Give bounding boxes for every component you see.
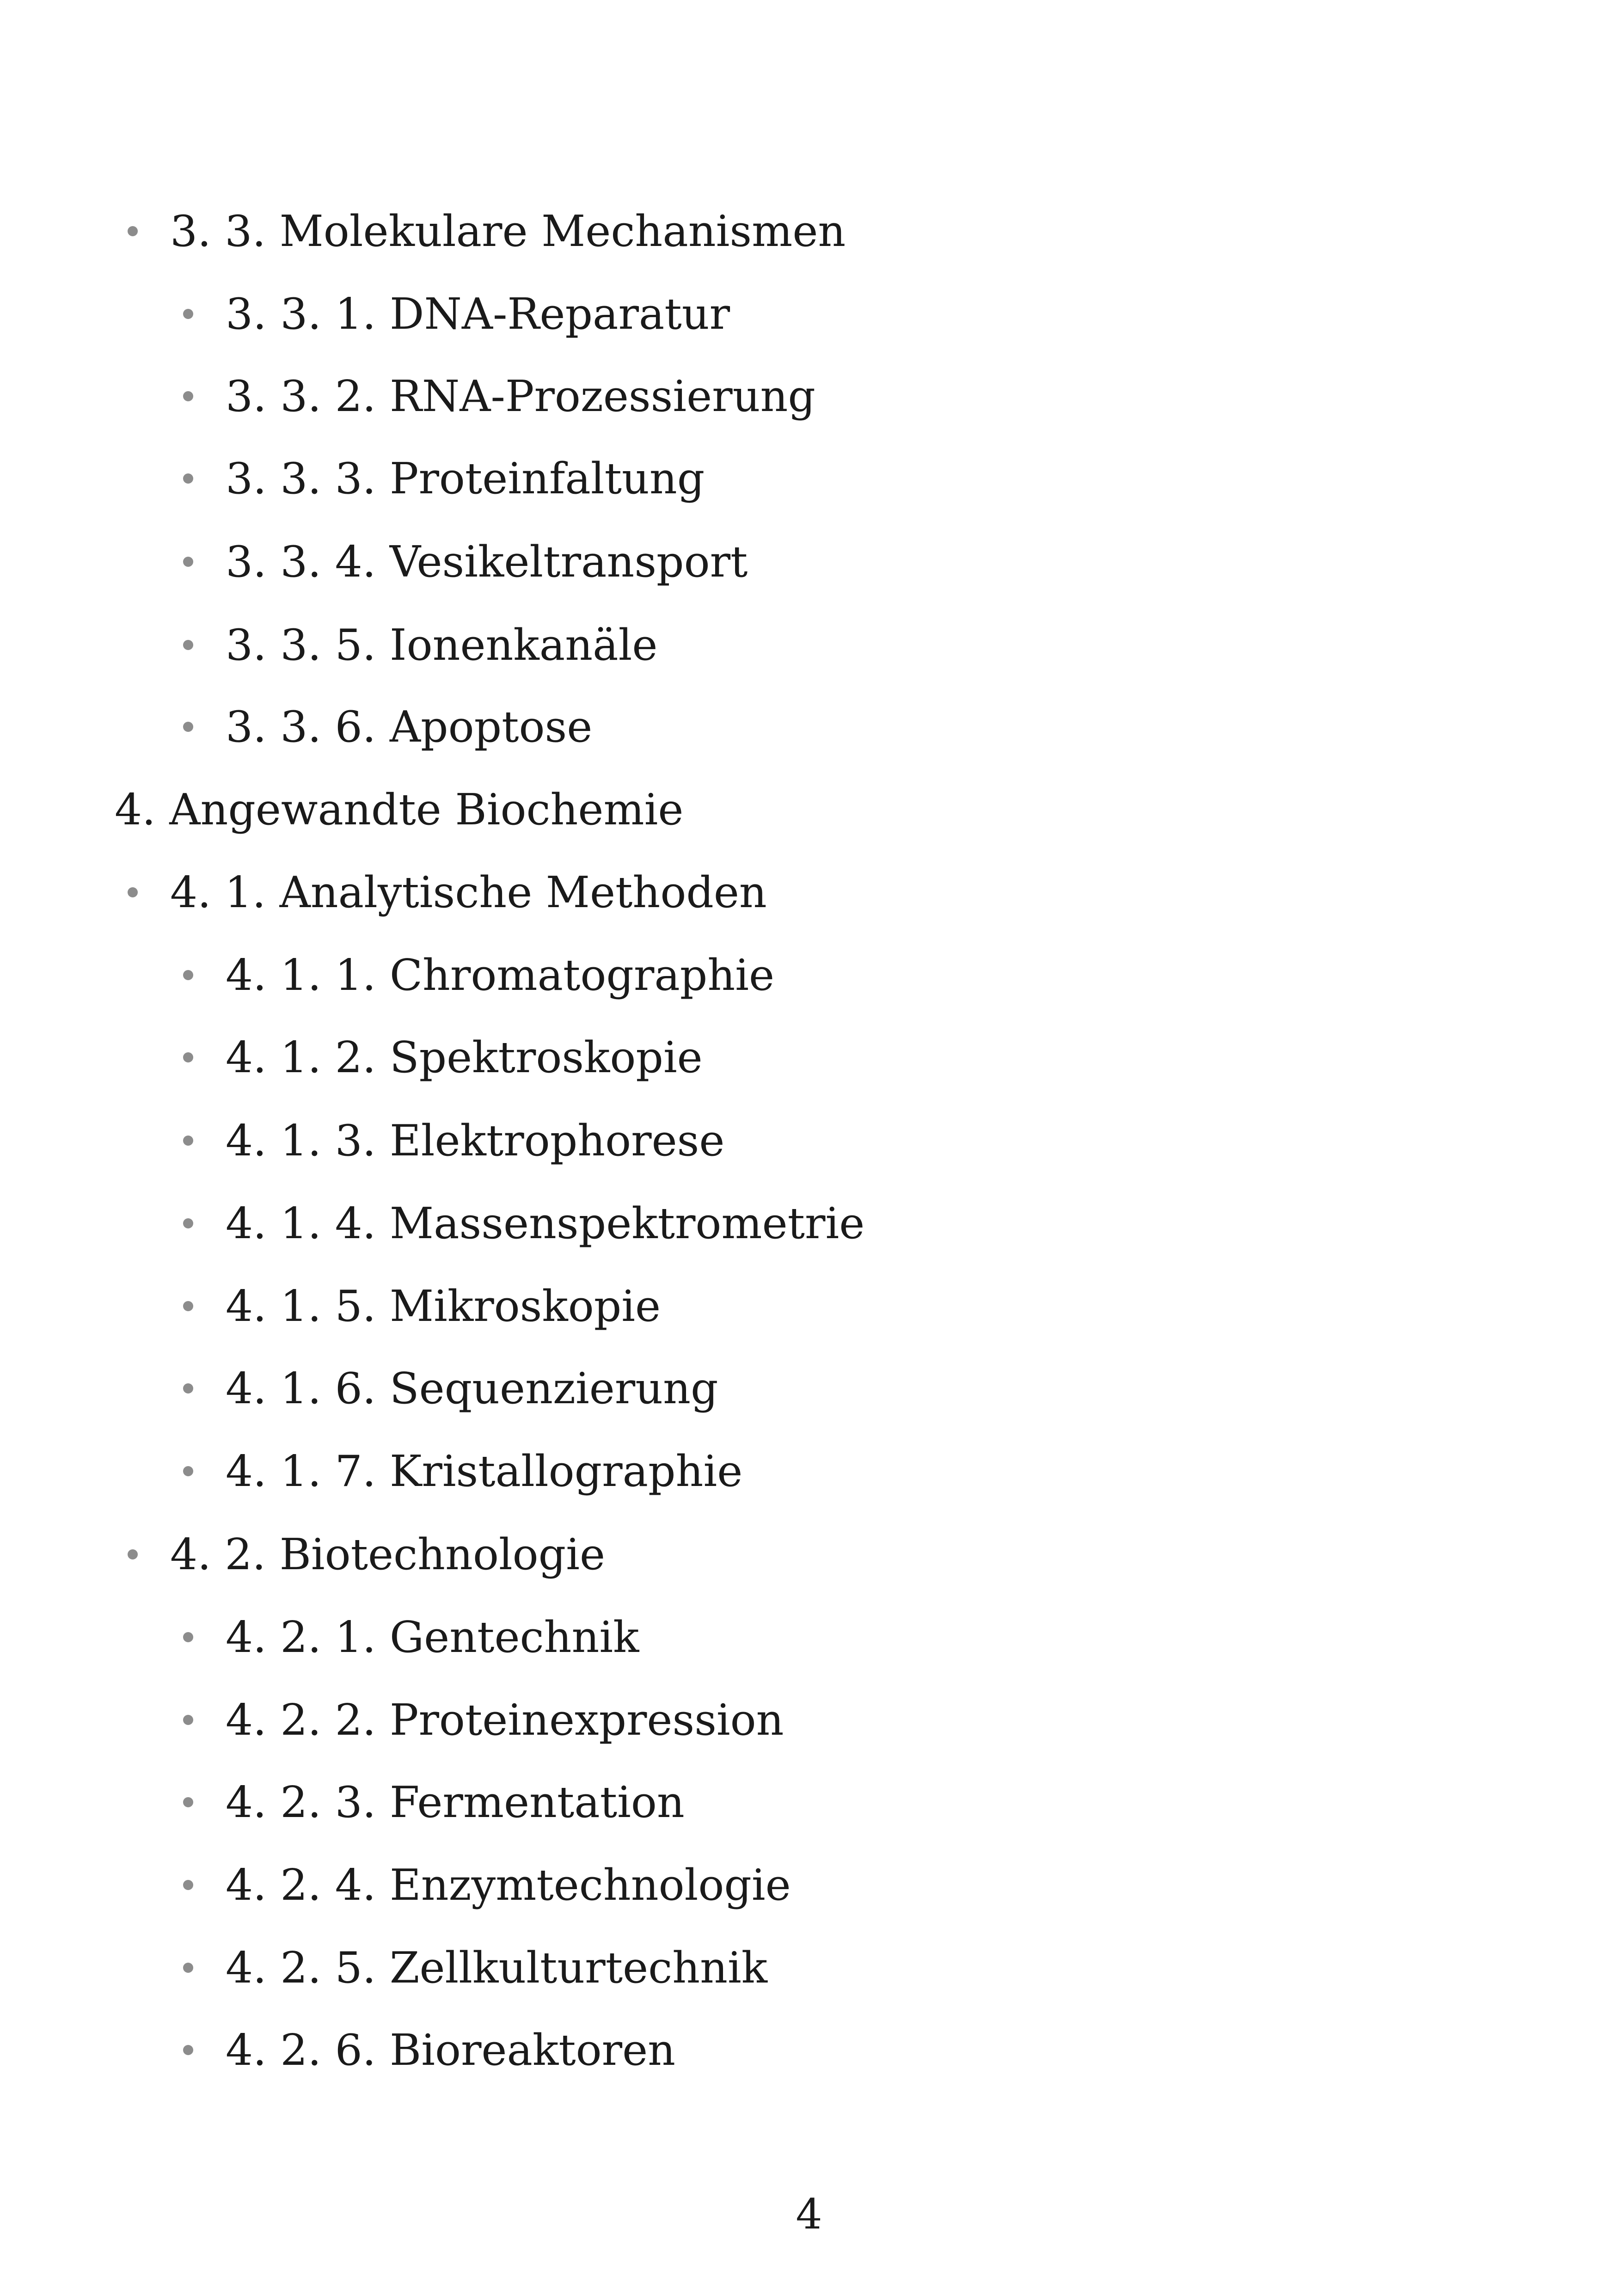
toc-item-label: 4. 2. 4. Enzymtechnologie xyxy=(226,1860,791,1910)
bullet-icon xyxy=(183,2045,193,2055)
toc-item-3-3-6[interactable] xyxy=(226,697,592,757)
toc-item-3-3-4[interactable] xyxy=(226,532,748,592)
toc-item-4-1[interactable] xyxy=(170,862,767,922)
toc-item-3-3-2[interactable] xyxy=(226,366,815,426)
toc-item-label: 4. 1. Analytische Methoden xyxy=(170,867,767,917)
toc-item-label: 4. 2. 1. Gentechnik xyxy=(226,1612,639,1662)
bullet-icon xyxy=(183,1052,193,1062)
bullet-icon xyxy=(183,722,193,732)
toc-item-label: 4. 1. 1. Chromatographie xyxy=(226,950,775,1000)
toc-item-4-1-5[interactable] xyxy=(226,1276,661,1336)
toc-item-4-2-5[interactable] xyxy=(226,1938,767,1998)
toc-item-4-1-4[interactable] xyxy=(226,1193,864,1253)
toc-item-label: 4. 2. 5. Zellkulturtechnik xyxy=(226,1943,768,1993)
toc-item-label: 3. 3. 6. Apoptose xyxy=(226,702,593,752)
toc-item-4-1-6[interactable] xyxy=(226,1358,718,1418)
bullet-icon xyxy=(183,1632,193,1642)
toc-item-3-3-3[interactable] xyxy=(226,448,705,509)
toc-item-label: 3. 3. 2. RNA-Prozessierung xyxy=(226,371,815,421)
toc-item-label: 3. 3. 1. DNA-Reparatur xyxy=(226,289,730,339)
toc-item-4-2-2[interactable] xyxy=(226,1690,784,1750)
toc-item-label: 4. 1. 5. Mikroskopie xyxy=(226,1281,661,1331)
toc-item-3-3[interactable] xyxy=(170,201,846,261)
toc-item-4[interactable] xyxy=(115,780,683,840)
bullet-icon xyxy=(183,1880,193,1890)
toc-item-label: 4. Angewandte Biochemie xyxy=(115,785,684,835)
bullet-icon xyxy=(128,226,138,236)
bullet-icon xyxy=(183,970,193,980)
toc-item-4-2-4[interactable] xyxy=(226,1855,791,1915)
toc-item-4-1-2[interactable] xyxy=(226,1027,703,1087)
toc-item-4-2-1[interactable] xyxy=(226,1607,639,1667)
toc-item-label: 4. 2. 2. Proteinexpression xyxy=(226,1695,784,1745)
toc-item-label: 3. 3. Molekulare Mechanismen xyxy=(170,206,846,256)
bullet-icon xyxy=(183,1301,193,1311)
bullet-icon xyxy=(128,1549,138,1559)
bullet-icon xyxy=(183,1466,193,1476)
toc-item-4-1-7[interactable] xyxy=(226,1441,742,1501)
bullet-icon xyxy=(183,1218,193,1228)
toc-item-4-2[interactable] xyxy=(170,1524,605,1584)
toc-item-label: 4. 1. 2. Spektroskopie xyxy=(226,1032,703,1082)
bullet-icon xyxy=(183,1136,193,1146)
toc-item-3-3-1[interactable] xyxy=(226,284,730,344)
toc-item-label: 3. 3. 3. Proteinfaltung xyxy=(226,454,705,503)
toc-item-3-3-5[interactable] xyxy=(226,615,657,675)
bullet-icon xyxy=(128,887,138,897)
toc-item-label: 4. 1. 3. Elektrophorese xyxy=(226,1116,725,1166)
toc-item-4-2-6[interactable] xyxy=(226,2020,675,2080)
toc-item-label: 4. 2. Biotechnologie xyxy=(170,1529,605,1579)
toc-item-label: 3. 3. 5. Ionenkanäle xyxy=(226,620,658,670)
bullet-icon xyxy=(183,640,193,650)
bullet-icon xyxy=(183,1383,193,1394)
bullet-icon xyxy=(183,1715,193,1725)
bullet-icon xyxy=(183,473,193,484)
toc-item-4-2-3[interactable] xyxy=(226,1772,685,1832)
bullet-icon xyxy=(183,309,193,319)
toc-item-label: 4. 1. 6. Sequenzierung xyxy=(226,1363,718,1413)
toc-item-4-1-3[interactable] xyxy=(226,1111,724,1171)
toc-item-label: 4. 2. 6. Bioreaktoren xyxy=(226,2025,676,2075)
bullet-icon xyxy=(183,1963,193,1973)
toc-item-label: 3. 3. 4. Vesikeltransport xyxy=(226,537,748,587)
toc-item-label: 4. 2. 3. Fermentation xyxy=(226,1777,685,1827)
toc-item-label: 4. 1. 7. Kristallographie xyxy=(226,1446,743,1496)
bullet-icon xyxy=(183,1797,193,1807)
bullet-icon xyxy=(183,391,193,401)
toc-item-label: 4. 1. 4. Massenspektrometrie xyxy=(226,1198,865,1248)
bullet-icon xyxy=(183,557,193,567)
toc-item-4-1-1[interactable] xyxy=(226,945,774,1005)
page-number: 4 xyxy=(796,2190,822,2239)
